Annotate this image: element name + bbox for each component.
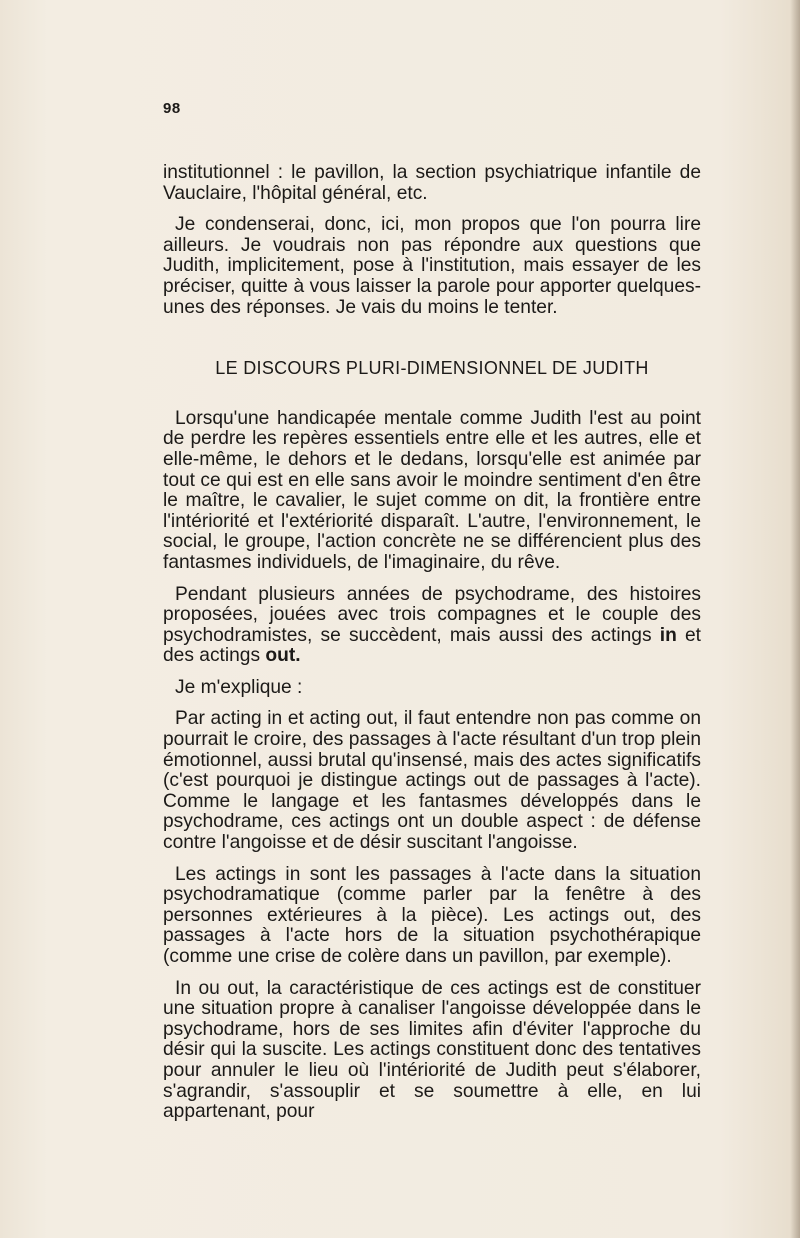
paragraph-4-text-b: et des actings <box>163 624 701 667</box>
section-heading: LE DISCOURS PLURI-DIMENSIONNEL DE JUDITH <box>215 358 649 379</box>
paragraph-7: Les actings in sont les passages à l'acte dans la situation psychodramatique (comme parler par la fenêtre à des personnes extérieures à la pièce). Les actings out, des passages à l'acte hors de la situation psychothérapique (comme une crise de colère dans un pavillon, par exemple). <box>163 863 701 967</box>
paragraph-2: Je condenserai, donc, ici, mon propos que l'on pourra lire ailleurs. Je voudrais non pas répondre aux questions que Judith, implicitement, pose à l'institution, mais essayer de les préciser, quitte à vous laisser la parole pour apporter quelques-unes des réponses. Je vais du moins le tenter. <box>163 214 701 318</box>
paragraph-4-text-a: Pendant plusieurs années de psychodrame, des histoires proposées, jouées avec trois compagnes et le couple des psychodramistes, se succèdent, mais aussi des actings <box>163 583 701 646</box>
paragraph-5: Je m'explique : <box>175 676 303 698</box>
paragraph-3: Lorsqu'une handicapée mentale comme Judith l'est au point de perdre les repères essentiels entre elle et les autres, elle et elle-même, le dehors et le dedans, lorsqu'elle est animée par tout ce qui est en elle sans avoir le moindre sentiment d'en être le maître, le cavalier, le sujet comme on dit, la frontière entre l'intériorité et l'extériorité disparaît. L'autre, l'environnement, le social, le groupe, l'action concrète ne se différencient plus des fantasmes individuels, de l'imaginaire, du rêve. <box>163 407 701 573</box>
page-number: 98 <box>163 100 181 117</box>
paragraph-6: Par acting in et acting out, il faut entendre non pas comme on pourrait le croire, des passages à l'acte résultant d'un trop plein émotionnel, aussi brutal qu'insensé, mais des actes significatifs (c'est pourquoi je distingue actings out de passages à l'acte). Comme le langage et les fantasmes développés dans le psychodrame, ces actings ont un double aspect : de défense contre l'angoisse et de désir suscitant l'angoisse. <box>163 708 701 854</box>
paragraph-4-bold-in: in <box>659 624 677 646</box>
paragraph-4 <box>163 585 701 667</box>
paragraph-4-bold-out: out. <box>265 645 301 667</box>
body-text <box>163 163 701 1134</box>
paragraph-8: In ou out, la caractéristique de ces actings est de constituer une situation propre à canaliser l'angoisse développée dans le psychodrame, hors de ses limites afin d'éviter l'approche du désir qui la suscite. Les actings constituent donc des tentatives pour annuler le lieu où l'intériorité de Judith peut s'élaborer, s'agrandir, s'assouplir et se soumettre à elle, en lui appartenant, pour <box>163 977 701 1123</box>
paragraph-1: institutionnel : le pavillon, la section psychiatrique infantile de Vauclaire, l'hôpital général, etc. <box>163 162 701 204</box>
page-edge-shadow <box>790 0 800 1238</box>
